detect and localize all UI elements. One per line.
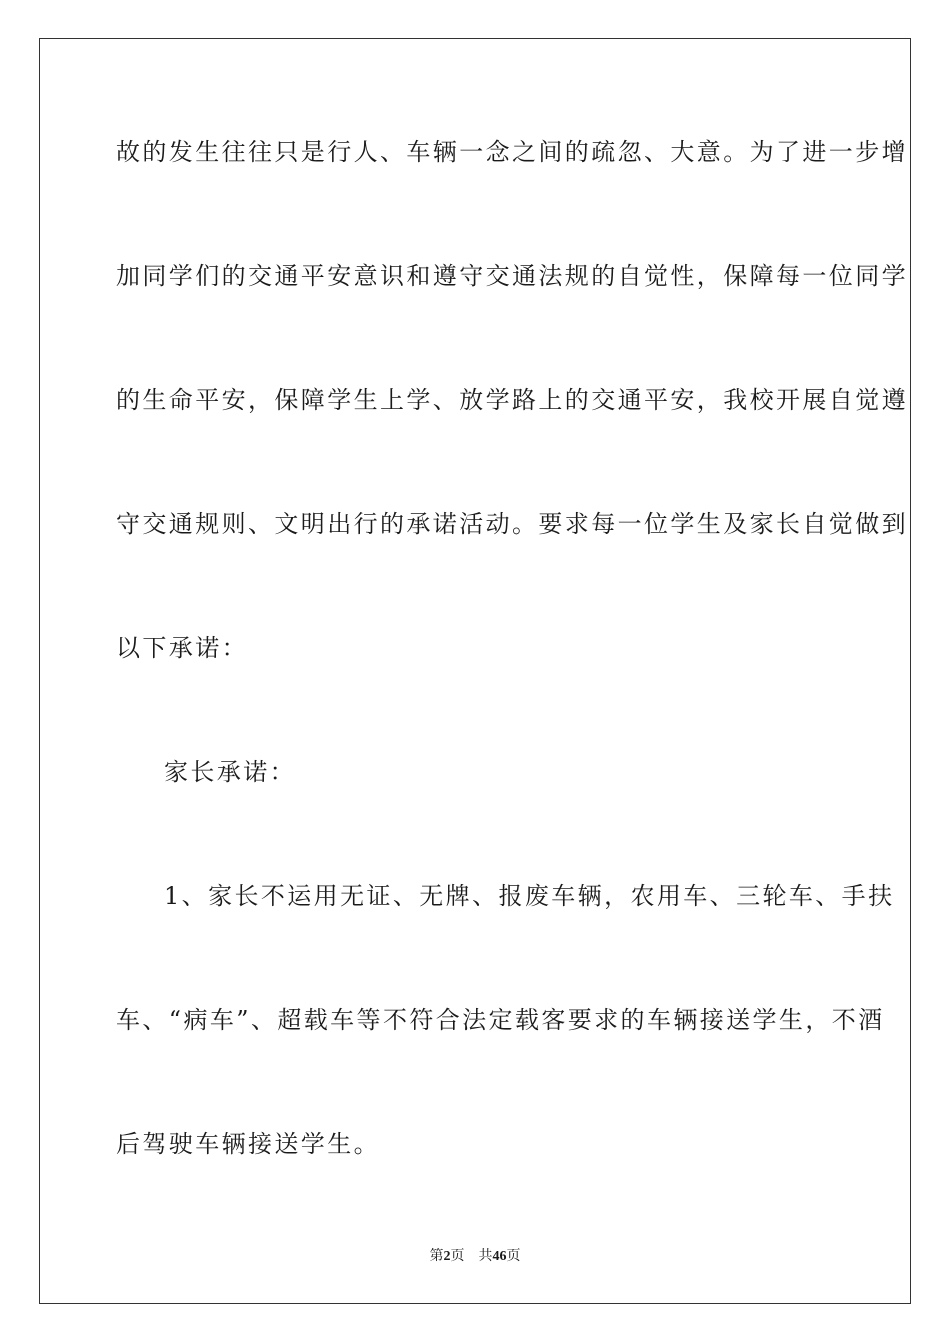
body-line-4: 守交通规则、文明出行的承诺活动。要求每一位学生及家长自觉做到: [116, 510, 908, 538]
page-footer: [0, 1248, 950, 1266]
page-suffix: 页: [450, 1249, 465, 1264]
body-line-5: 以下承诺：: [116, 634, 248, 662]
body-line-9: 后驾驶车辆接送学生。: [116, 1130, 380, 1158]
page-prefix: 第: [429, 1249, 444, 1264]
body-line-8: 车、“病车”、超载车等不符合法定载客要求的车辆接送学生，不酒: [116, 1006, 885, 1034]
page-border: [39, 38, 911, 1304]
total-page-count: 46: [492, 1249, 507, 1264]
parent-pledge-heading: 家长承诺：: [164, 758, 296, 786]
total-suffix: 页: [506, 1249, 521, 1264]
body-line-3: 的生命平安，保障学生上学、放学路上的交通平安，我校开展自觉遵: [116, 386, 908, 414]
body-line-1: 故的发生往往只是行人、车辆一念之间的疏忽、大意。为了进一步增: [116, 138, 908, 166]
total-prefix: 共: [478, 1249, 493, 1264]
current-page-number: 2: [443, 1249, 451, 1264]
body-line-7: 1、家长不运用无证、无牌、报废车辆，农用车、三轮车、手扶: [164, 882, 895, 910]
body-line-2: 加同学们的交通平安意识和遵守交通法规的自觉性，保障每一位同学: [116, 262, 908, 290]
